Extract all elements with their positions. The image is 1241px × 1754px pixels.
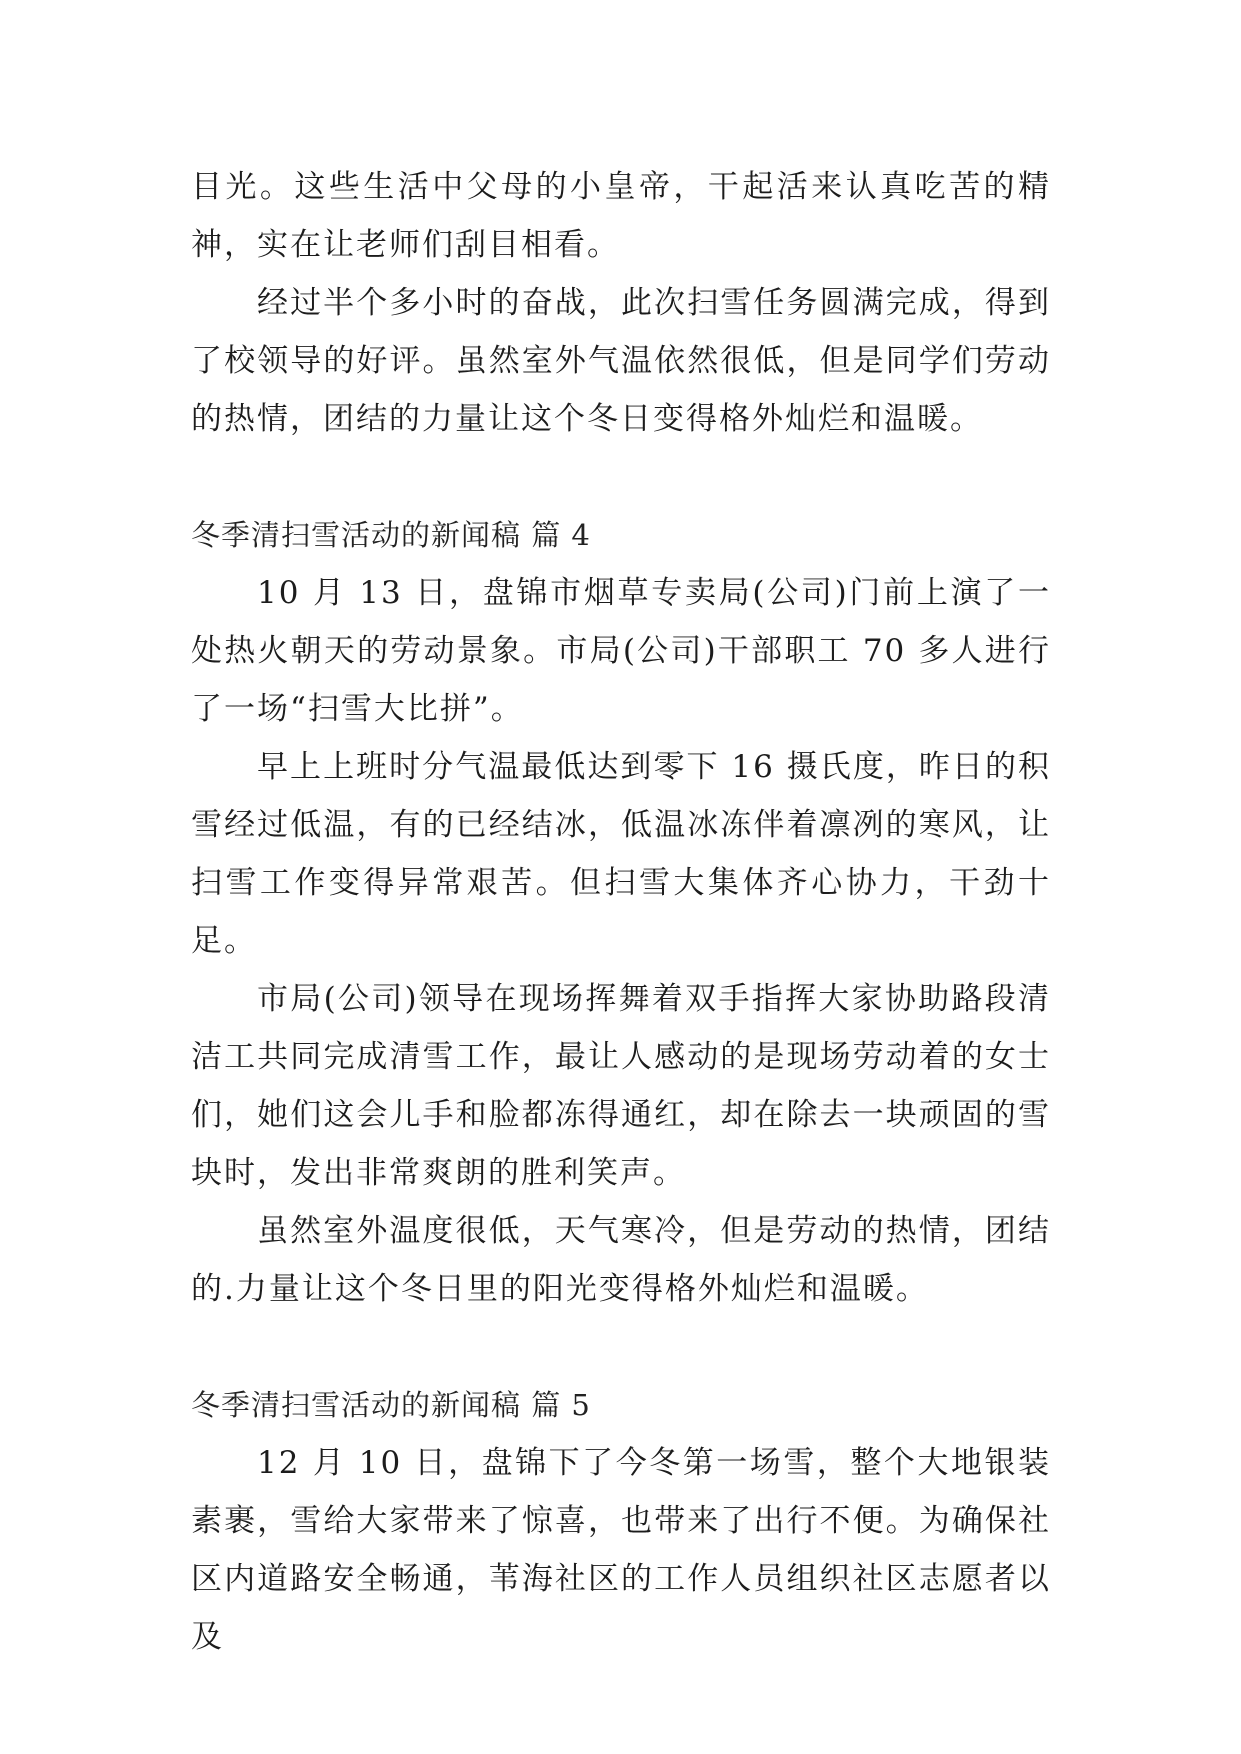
paragraph-continuation: 目光。这些生活中父母的小皇帝，干起活来认真吃苦的精神，实在让老师们刮目相看。: [191, 169, 1051, 263]
paragraph: 虽然室外温度很低，天气寒冷，但是劳动的热情，团结的.力量让这个冬日里的阳光变得格外灿烂和温暖。: [191, 1213, 1051, 1307]
section-heading: 冬季清扫雪活动的新闻稿 篇 5: [191, 1388, 591, 1422]
paragraph: 经过半个多小时的奋战，此次扫雪任务圆满完成，得到了校领导的好评。虽然室外气温依然很低，但是同学们劳动的热情，团结的力量让这个冬日变得格外灿烂和温暖。: [191, 285, 1051, 437]
section-heading: 冬季清扫雪活动的新闻稿 篇 4: [191, 518, 591, 552]
document-body: [191, 158, 1051, 1666]
paragraph: 10 月 13 日，盘锦市烟草专卖局(公司)门前上演了一处热火朝天的劳动景象。市局(公司)干部职工 70 多人进行了一场“扫雪大比拼”。: [191, 575, 1051, 727]
section-spacer: [191, 448, 1051, 506]
paragraph: 12 月 10 日，盘锦下了今冬第一场雪，整个大地银装素裹，雪给大家带来了惊喜，也带来了出行不便。为确保社区内道路安全畅通，苇海社区的工作人员组织社区志愿者以及: [191, 1445, 1051, 1655]
paragraph: 早上上班时分气温最低达到零下 16 摄氏度，昨日的积雪经过低温，有的已经结冰，低温冰冻伴着凛冽的寒风，让扫雪工作变得异常艰苦。但扫雪大集体齐心协力，干劲十足。: [191, 749, 1051, 959]
section-spacer: [191, 1318, 1051, 1376]
paragraph: 市局(公司)领导在现场挥舞着双手指挥大家协助路段清洁工共同完成清雪工作，最让人感动的是现场劳动着的女士们，她们这会儿手和脸都冻得通红，却在除去一块顽固的雪块时，发出非常爽朗的胜利笑声。: [191, 981, 1051, 1191]
